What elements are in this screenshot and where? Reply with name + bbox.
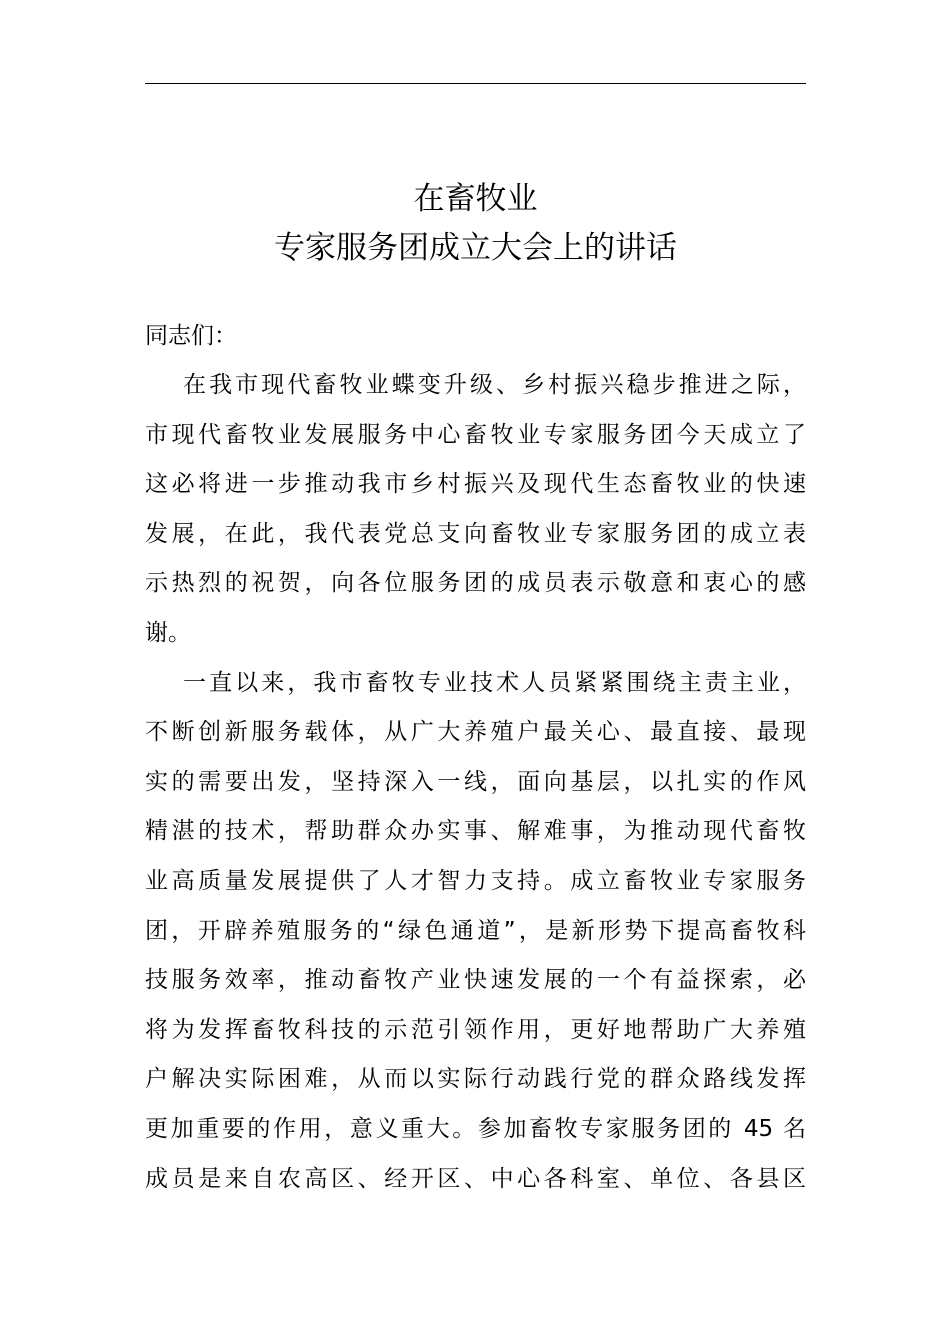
paragraph-line: 谢。 xyxy=(145,620,191,646)
paragraph-line: 将为发挥畜牧科技的示范引领作用，更好地帮助广大养殖 xyxy=(145,1016,806,1043)
paragraph-line: 技服务效率，推动畜牧产业快速发展的一个有益探索，必 xyxy=(145,967,806,994)
paragraph-line: 成员是来自农高区、经开区、中心各科室、单位、各县区 xyxy=(145,1165,806,1192)
title-line-2: 专家服务团成立大会上的讲话 xyxy=(274,230,677,266)
paragraph-line: 团，开辟养殖服务的“绿色通道”，是新形势下提高畜牧科 xyxy=(145,917,806,944)
paragraph-line: 在我市现代畜牧业蝶变升级、乡村振兴稳步推进之际， xyxy=(183,372,806,398)
paragraph-line: 户解决实际困难，从而以实际行动践行党的群众路线发挥 xyxy=(145,1066,806,1093)
paragraph-line: 市现代畜牧业发展服务中心畜牧业专家服务团今天成立了 xyxy=(145,421,806,448)
header-rule xyxy=(145,83,806,84)
paragraph-line: 不断创新服务载体，从广大养殖户最关心、最直接、最现 xyxy=(145,719,806,746)
paragraph-line: 示热烈的祝贺，向各位服务团的成员表示敬意和衷心的感 xyxy=(145,570,806,597)
paragraph-line: 业高质量发展提供了人才智力支持。成立畜牧业专家服务 xyxy=(145,868,806,894)
paragraph-line: 发展，在此，我代表党总支向畜牧业专家服务团的成立表 xyxy=(145,520,806,547)
title-line-1: 在畜牧业 xyxy=(413,181,538,217)
paragraph-line: 更加重要的作用，意义重大。参加畜牧专家服务团的 45 名 xyxy=(145,1116,806,1142)
salutation: 同志们： xyxy=(145,323,237,349)
paragraph-line: 这必将进一步推动我市乡村振兴及现代生态畜牧业的快速 xyxy=(145,471,806,498)
paragraph-line: 精湛的技术，帮助群众办实事、解难事，为推动现代畜牧 xyxy=(145,818,806,845)
paragraph-line: 实的需要出发，坚持深入一线，面向基层，以扎实的作风 xyxy=(145,768,806,795)
paragraph-line: 一直以来，我市畜牧专业技术人员紧紧围绕主责主业， xyxy=(183,669,806,696)
